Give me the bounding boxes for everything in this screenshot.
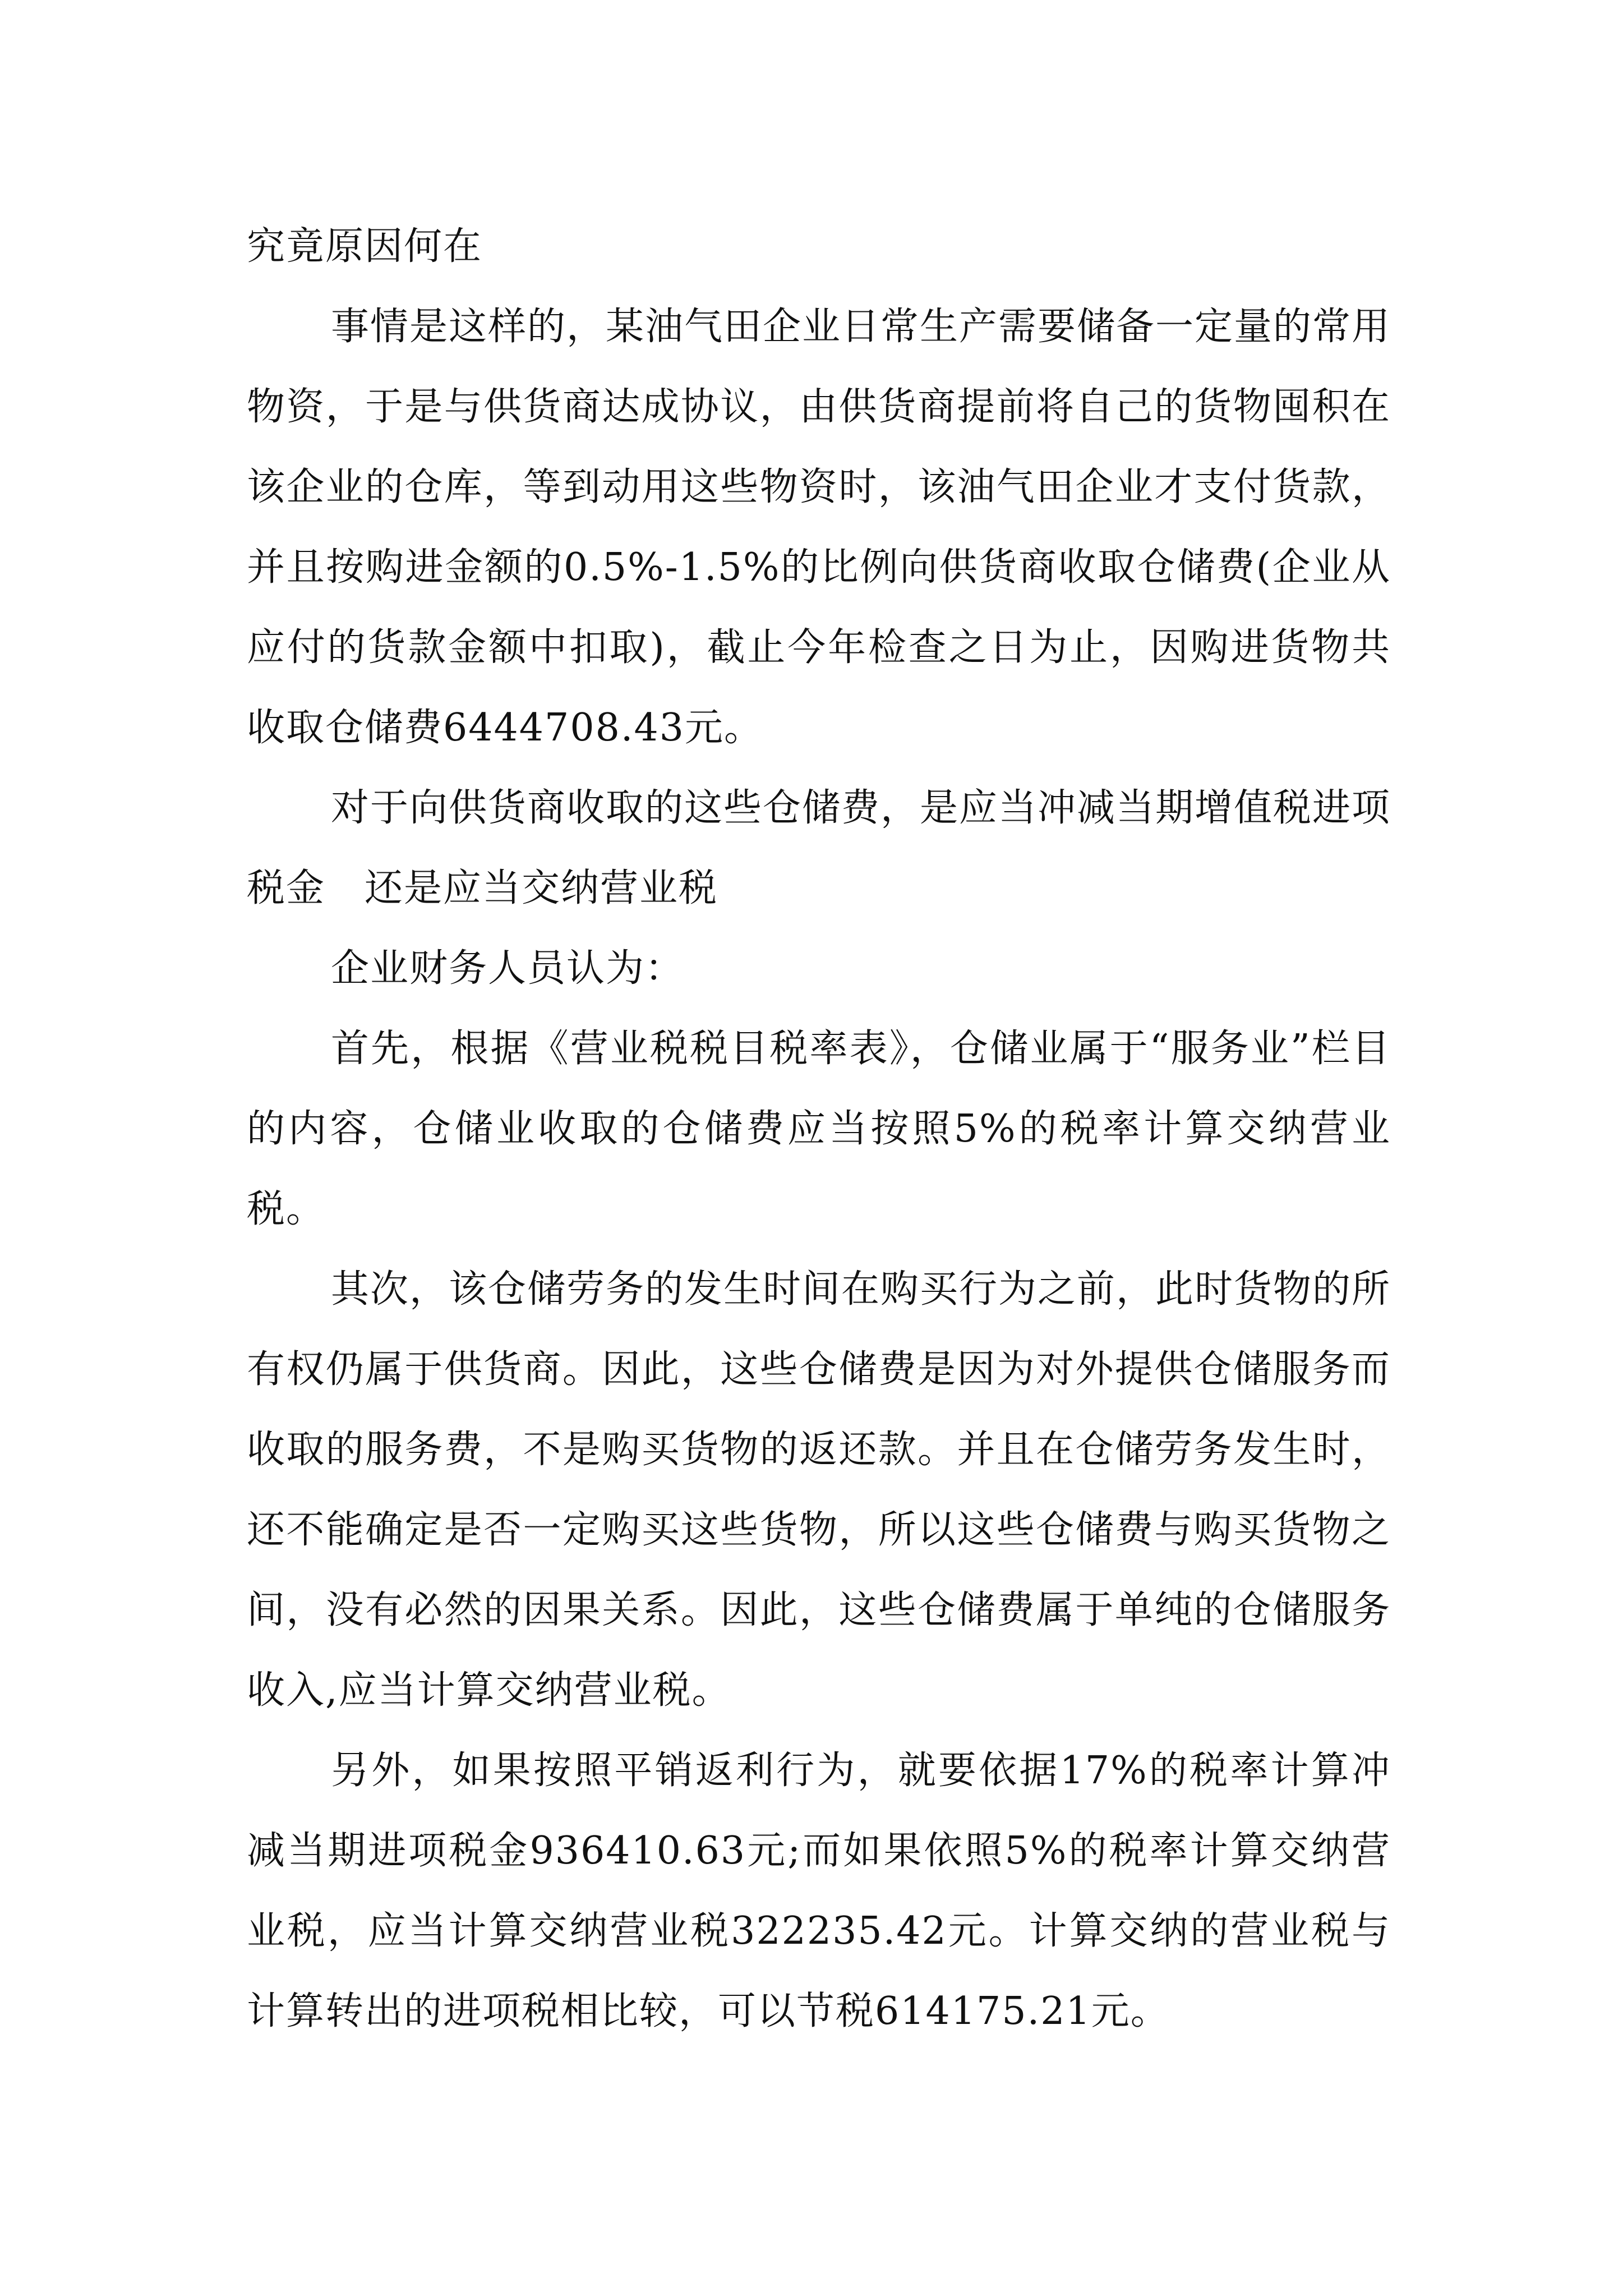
paragraph-first-reason: 首先，根据《营业税税目税率表》，仓储业属于“服务业”栏目的内容，仓储业收取的仓储费应当按照5%的税率计算交纳营业税。 <box>247 1027 1391 1231</box>
paragraph-background: 事情是这样的，某油气田企业日常生产需要储备一定量的常用物资，于是与供货商达成协议，由供货商提前将自己的货物囤积在该企业的仓库，等到动用这些物资时，该油气田企业才支付货款，并且按购进金额的0.5%-1.5%的比例向供货商收取仓储费(企业从应付的货款金额中扣取)，截止今年检查之日为止，因购进货物共收取仓储费6444708.43元。 <box>247 305 1391 750</box>
paragraph-issue: 对于向供货商收取的这些仓储费，是应当冲减当期增值税进项税金 还是应当交纳营业税 <box>247 786 1391 910</box>
paragraph-finance-view-intro: 企业财务人员认为： <box>331 946 685 991</box>
paragraph-question: 究竟原因何在 <box>247 224 483 269</box>
paragraph-tax-comparison: 另外，如果按照平销返利行为，就要依据17%的税率计算冲减当期进项税金936410.63元;而如果依照5%的税率计算交纳营业税，应当计算交纳营业税322235.42元。计算交纳的营业税与计算转出的进项税相比较，可以节税614175.21元。 <box>247 1749 1391 2033</box>
paragraph-second-reason: 其次，该仓储劳务的发生时间在购买行为之前，此时货物的所有权仍属于供货商。因此，这些仓储费是因为对外提供仓储服务而收取的服务费，不是购买货物的返还款。并且在仓储劳务发生时，还不能确定是否一定购买这些货物，所以这些仓储费与购买货物之间，没有必然的因果关系。因此，这些仓储费属于单纯的仓储服务收入,应当计算交纳营业税。 <box>247 1267 1391 1713</box>
document-body <box>247 206 1391 2051</box>
